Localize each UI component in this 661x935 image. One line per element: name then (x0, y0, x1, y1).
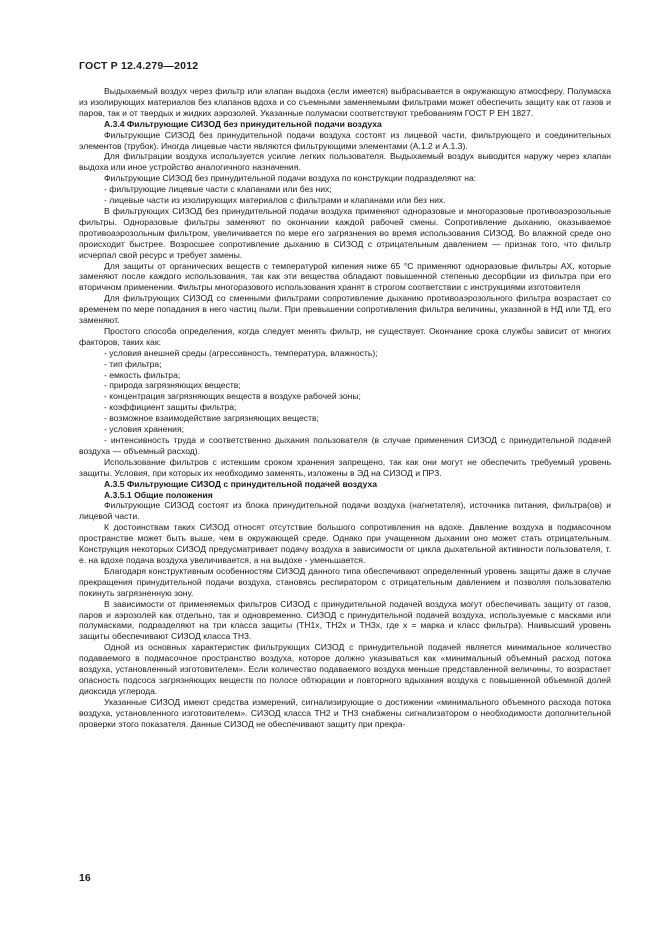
list-item: - коэффициент защиты фильтра; (104, 402, 237, 413)
document-code-header: ГОСТ Р 12.4.279—2012 (79, 60, 199, 72)
page-number: 16 (79, 872, 91, 884)
paragraph: Для фильтрации воздуха используется усилие легких пользователя. Выдыхаемый воздух выводится наружу через клапан выдоха или иное устройство аналогичного назначения. (79, 151, 611, 173)
list-item: - емкость фильтра; (104, 369, 181, 380)
paragraph: К достоинствам таких СИЗОД относят отсутствие большого сопротивления на вдохе. Давление воздуха в подмасочном пространстве может быть выше, чем в окружающей среде. Однако при учащенном дыхании оно может стать отрицательным. Конструкция некоторых СИЗОД предусматривает подачу воздуха в зависимости от цикла дыхательной активности пользователя, т. е. на вдохе подача воздуха увеличивается, а на выдохе - уменьшается. (79, 522, 611, 565)
paragraph: Фильтрующие СИЗОД без принудительной подачи воздуха по конструкции подразделяют на: (104, 173, 477, 184)
paragraph: Указанные СИЗОД имеют средства измерений, сигнализирующие о достижении «минимального объемного расхода потока воздуха, установленного изготовителем». СИЗОД класса ТН2 и ТН3 снабжены сигнализатором о необходимости дополнительной проверки этого показателя. Данные СИЗОД не обеспечивают защиту при прекра- (79, 696, 611, 729)
paragraph: Фильтрующие СИЗОД состоят из блока принудительной подачи воздуха (нагнетателя), источника питания, фильтра(ов) и лицевой части. (79, 500, 611, 522)
paragraph: Фильтрующие СИЗОД без принудительной подачи воздуха состоят из лицевой части, фильтрующего и соединительных элементов (трубок). Иногда лицевые части являются фильтрующими элементами (А.1.2 и А.1.3). (79, 129, 611, 151)
section-heading: А.3.5 Фильтрующие СИЗОД с принудительной подачей воздуха (104, 478, 378, 489)
paragraph: Простого способа определения, когда следует менять фильтр, не существует. Окончание срока службы зависит от многих факторов, таких как: (79, 325, 611, 347)
paragraph: Для фильтрующих СИЗОД со сменными фильтрами сопротивление дыханию противоаэрозольного фильтра возрастает со временем по мере попадания в него частиц пыли. При превышении сопротивления фильтра величины, указанной в НД или ТД, его заменяют. (79, 293, 611, 326)
list-item: - фильтрующие лицевые части с клапанами или без них; (104, 184, 332, 195)
paragraph: - интенсивность труда и соответственно дыхания пользователя (в случае применения СИЗОД с принудительной подачей воздуха — объемный расход). (79, 435, 611, 456)
list-item: - условия хранения; (104, 424, 185, 435)
paragraph: Одной из основных характеристик фильтрующих СИЗОД с принудительной подачей является минимальное количество подаваемого в подмасочное пространство воздуха, которое должно указываться как «минимальный объемный расход потока воздуха, установленный изготовителем». Если количество подаваемого воздуха меньше представленной величины, то возрастает опасность подсоса загрязняющих веществ по полосе обтюрации и повторного вдыхания воздуха с повышенной объемной долей диоксида углерода. (79, 642, 611, 696)
list-item: - концентрация загрязняющих веществ в воздухе рабочей зоны; (104, 391, 361, 402)
paragraph: Использование фильтров с истекшим сроком хранения запрещено, так как они могут не обеспечить требуемый уровень защиты. Условия, при которых их необходимо заменять, изложены в ЭД на СИЗОД и ПРЗ. (79, 456, 611, 478)
list-item: - тип фильтра; (104, 358, 162, 369)
list-item: - возможное взаимодействие загрязняющих веществ; (104, 413, 319, 424)
section-heading: А.3.4 Фильтрующие СИЗОД без принудительной подачи воздуха (104, 118, 382, 129)
document-body (79, 86, 611, 729)
paragraph: В фильтрующих СИЗОД без принудительной подачи воздуха применяют одноразовые и многоразовые противоаэрозольные фильтры. Одноразовые фильтры заменяют по окончании каждой рабочей смены. Сопротивление дыханию, оказываемое противоаэрозольным фильтром, увеличивается по мере его загрязнения во время использования СИЗОД. Во влажной среде оно происходит быстрее. Возросшее сопротивление дыханию в СИЗОД с отрицательным давлением — признак того, что фильтр исчерпал свой ресурс и требует замены. (79, 205, 611, 260)
section-heading: А.3.5.1 Общие положения (104, 489, 213, 500)
list-item: - природа загрязняющих веществ; (104, 380, 241, 391)
list-item: - условия внешней среды (агрессивность, температура, влажность); (104, 347, 378, 358)
paragraph: Благодаря конструктивным особенностям СИЗОД данного типа обеспечивают определенный уровень защиты даже в случае прекращения принудительной подачи воздуха, становясь респиратором с отрицательным давлением и позволяя пользователю покинуть загрязненную зону. (79, 565, 611, 598)
paragraph: Выдыхаемый воздух через фильтр или клапан выдоха (если имеется) выбрасывается в окружающую атмосферу. Полумаска из изолирующих материалов без клапанов вдоха и со съемными заменяемыми фильтрами может обеспечить защиту как от газов и паров, так и от твердых и жидких аэрозолей. Указанные полумаски соответствуют требованиям ГОСТ Р ЕН 1827. (79, 86, 611, 118)
list-item: - лицевые части из изолирующих материалов с фильтрами и клапанами или без них. (104, 195, 446, 206)
paragraph: Для защиты от органических веществ с температурой кипения ниже 65 °С применяют одноразовые фильтры АХ, которые заменяют после каждого использования, так как эти вещества обладают повышенной степенью десорбции из фильтра при его вторичном применении. Фильтры многоразового использования хранят в строгом соответствии с инструкциями изготовителя (79, 260, 611, 293)
paragraph: В зависимости от применяемых фильтров СИЗОД с принудительной подачей воздуха могут обеспечивать защиту от газов, паров и аэрозолей как отдельно, так и одновременно. СИЗОД с принудительной подачей воздуха, используемые с масками или полумасками, подразделяют на три класса защиты (ТН1х, ТН2х и ТН3х, где х = марка и класс фильтра). Наивысший уровень защиты обеспечивают СИЗОД класса ТН3. (79, 598, 611, 642)
